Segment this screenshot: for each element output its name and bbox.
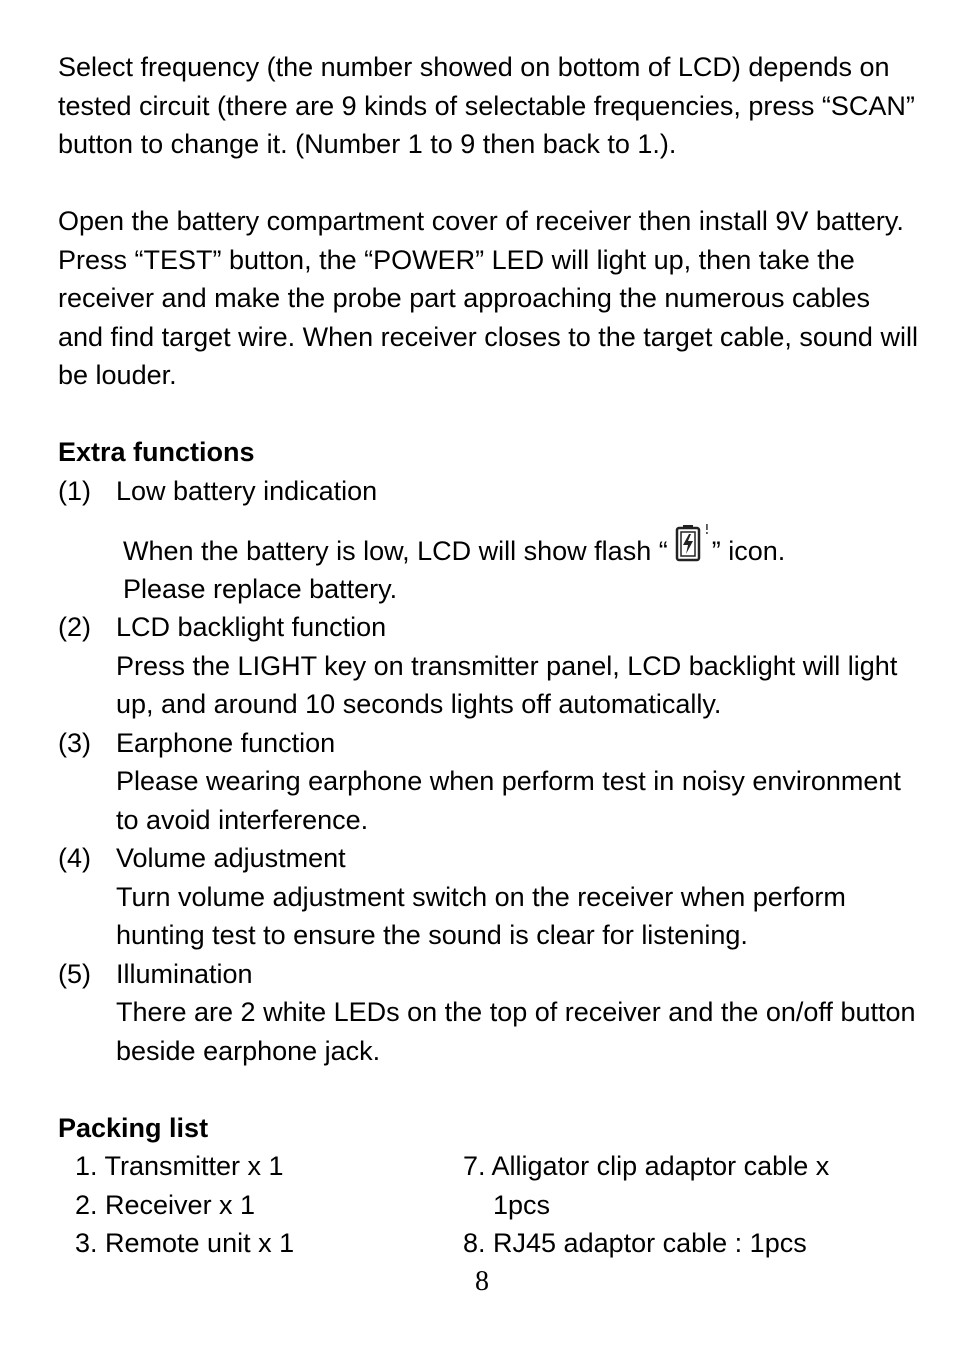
packing-list-item: 3. Remote unit x 1 xyxy=(75,1228,295,1258)
packing-list-item: 7. Alligator clip adaptor cable x xyxy=(463,1151,830,1181)
select-frequency-paragraph: Select frequency (the number showed on bottom of LCD) depends on tested circuit (there are 9 kinds of selectable frequencies, press “SCAN” button to change it. (Number 1 to 9 then back to 1.). xyxy=(58,52,915,159)
item-description: Turn volume adjustment switch on the receiver when perform hunting test to ensure the sound is clear for listening. xyxy=(116,881,846,950)
item-description: Please wearing earphone when perform test in noisy environment to avoid interference. xyxy=(116,766,901,835)
item-title: Earphone function xyxy=(116,727,336,758)
packing-list-item: 8. RJ45 adaptor cable : 1pcs xyxy=(463,1228,807,1258)
item-description: Press the LIGHT key on transmitter panel, LCD backlight will light up, and around 10 seconds lights off automatically. xyxy=(116,650,898,719)
extra-function-item xyxy=(58,608,918,724)
extra-functions-heading: Extra functions xyxy=(58,437,255,467)
item-number: (1) xyxy=(58,475,91,506)
paragraph-spacer xyxy=(58,164,918,203)
paragraph-spacer xyxy=(58,1070,918,1109)
extra-function-item xyxy=(58,839,918,955)
packing-list-item: 1. Transmitter x 1 xyxy=(75,1151,284,1181)
packing-list-item: 2. Receiver x 1 xyxy=(75,1189,256,1220)
item-description: When the battery is low, LCD will show flash “ ” icon. xyxy=(58,522,918,572)
paragraph-spacer xyxy=(58,395,918,434)
low-battery-flash-icon xyxy=(670,522,710,572)
item-title: LCD backlight function xyxy=(116,612,387,642)
packing-list-heading: Packing list xyxy=(58,1112,209,1143)
open-battery-paragraph: Open the battery compartment cover of receiver then install 9V battery. Press “TEST” button, the “POWER” LED will light up, then take the receiver and make the probe part approaching the numerous cables and find target wire. When receiver closes to the target cable, sound will be louder. xyxy=(58,206,918,390)
item-number: (2) xyxy=(58,612,91,642)
item-description: Please replace battery. xyxy=(123,574,398,604)
packing-list-right-column xyxy=(463,1147,918,1263)
extra-function-item xyxy=(58,955,918,1071)
item-title: Illumination xyxy=(116,958,253,989)
item-title: Volume adjustment xyxy=(116,843,346,873)
item-description: There are 2 white LEDs on the top of receiver and the on/off button beside earphone jack. xyxy=(116,997,916,1066)
packing-list xyxy=(58,1147,918,1263)
page-number: 8 xyxy=(475,1266,489,1297)
packing-list-item-continuation: 1pcs xyxy=(493,1189,551,1220)
extra-function-item xyxy=(58,472,918,607)
item-title: Low battery indication xyxy=(116,475,378,506)
extra-function-item xyxy=(58,724,918,840)
packing-list-left-column xyxy=(58,1147,463,1263)
item-number: (4) xyxy=(58,843,91,873)
item-number: (5) xyxy=(58,958,91,989)
item-number: (3) xyxy=(58,727,91,758)
manual-page xyxy=(58,48,918,1263)
